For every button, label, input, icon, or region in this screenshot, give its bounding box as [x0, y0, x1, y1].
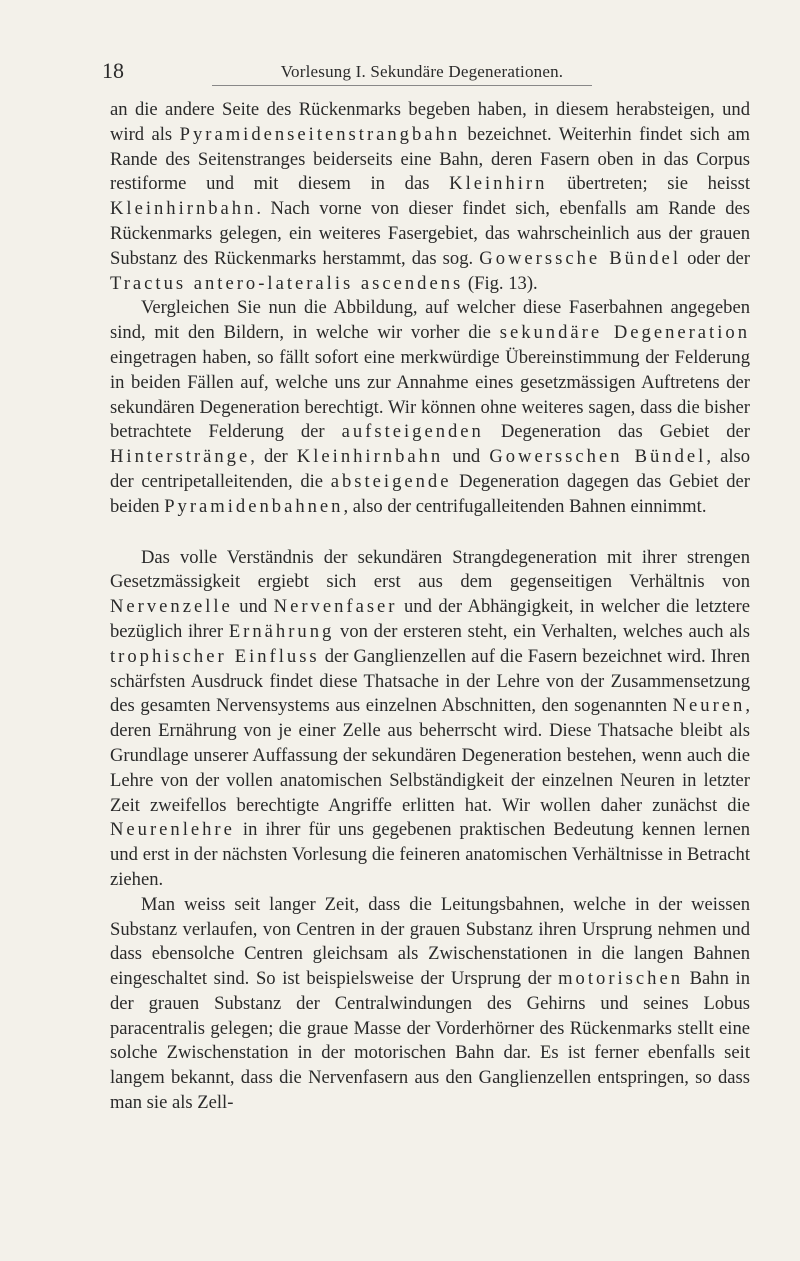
spaced-term: Neurenlehre	[110, 819, 235, 841]
spaced-term: Pyramidenbahnen	[164, 495, 344, 517]
spaced-term: Ernährung	[228, 620, 335, 642]
spaced-term: Kleinhirn	[449, 173, 548, 195]
paragraph-3: Das volle Verständnis der sekundären Strangdegeneration mit ihrer strengen Gesetzmässigkeit ergiebt sich erst aus dem gegenseitigen Verhältnis von Nervenzelle und Nervenfaser und der Abhängigkeit, in welcher die letztere bezüglich ihrer Ernährung von der ersteren steht, ein Verhalten, welches auch als trophischer Einfluss der Ganglienzellen auf die Fasern bezeichnet wird. Ihren schärfsten Ausdruck findet diese Thatsache in der Lehre von der Zusammensetzung des gesamten Nervensystems aus einzelnen Abschnitten, den sogenannten Neuren, deren Ernährung von je einer Zelle aus beherrscht wird. Diese Thatsache bleibt als Grundlage unserer Auffassung der sekundären Degeneration bestehen, wenn auch die Lehre von der vollen anatomischen Selbständigkeit der einzelnen Neuren in letzter Zeit zweifellos berechtigte Angriffe erlitten hat. Wir wollen daher zunächst die Neurenlehre in ihrer für uns gegebenen praktischen Bedeutung kennen lernen und erst in der nächsten Vorlesung die feineren anatomischen Verhältnisse in Betracht ziehen.	[110, 546, 751, 890]
spaced-term: motorischen	[558, 968, 684, 990]
paragraph-4: Man weiss seit langer Zeit, dass die Leitungsbahnen, welche in der weissen Substanz verlaufen, von Centren in der grauen Substanz ihren Ursprung nehmen und dass ebensolche Centren gleichsam als Zwischenstationen in die langen Bahnen eingeschaltet sind. So ist beispielsweise der Ursprung der motorischen Bahn in der grauen Substanz der Centralwindungen des Gehirns und seines Lobus paracentralis gelegen; die graue Masse der Vorderhörner des Rückenmarks stellt eine solche Zwischenstation in der motorischen Bahn dar. Es ist ferner ebenfalls seit langem bekannt, dass die Nervenfasern aus den Ganglienzellen entspringen, so dass man sie als Zell-	[110, 893, 750, 1114]
body-text	[110, 98, 750, 1116]
spaced-term: Gowerssche Bündel	[479, 247, 681, 269]
running-title: Vorlesung I. Sekundäre Degenerationen.	[280, 62, 564, 81]
spaced-term: Neuren	[672, 695, 746, 717]
spaced-term: Hinterstränge	[110, 446, 251, 468]
spaced-term: trophischer Einfluss	[110, 645, 320, 667]
header-rule	[212, 85, 592, 86]
spaced-term: aufsteigenden	[341, 421, 484, 443]
spaced-term: Nervenfaser	[273, 596, 398, 618]
spaced-term: Tractus antero-lateralis ascendens	[110, 272, 464, 294]
paragraph-1: an die andere Seite des Rückenmarks begeben haben, in diesem herabsteigen, und wird als Pyramidenseitenstrangbahn bezeichnet. Weiterhin findet sich am Rande des Seitenstranges beiderseits eine Bahn, deren Fasern oben in das Corpus restiforme und mit diesem in das Kleinhirn übertreten; sie heisst Kleinhirnbahn. Nach vorne von dieser findet sich, ebenfalls am Rande des Rückenmarks gelegen, ein weiteres Fasergebiet, das wahrscheinlich aus der grauen Substanz des Rückenmarks herstammt, das sog. Gowerssche Bündel oder der Tractus antero-lateralis ascendens (Fig. 13).	[110, 99, 751, 294]
spaced-term: Kleinhirnbahn	[296, 446, 444, 468]
spaced-term: Nervenzelle	[110, 596, 233, 618]
spaced-term: Gowersschen Bündel	[489, 446, 707, 468]
spaced-term: Pyramidenseitenstrangbahn	[179, 123, 461, 145]
spaced-term: Kleinhirnbahn	[110, 198, 257, 220]
spaced-term: absteigende	[330, 470, 452, 492]
page-number: 18	[102, 58, 124, 83]
spaced-term: sekundäre Degeneration	[499, 322, 750, 344]
page-header	[102, 58, 742, 86]
paragraph-2: Vergleichen Sie nun die Abbildung, auf welcher diese Faserbahnen angegeben sind, mit den Bildern, in welche wir vorher die sekundäre Degeneration eingetragen haben, so fällt sofort eine merkwürdige Übereinstimmung der Felderung in beiden Fällen auf, welche uns zur Annahme eines gesetzmässigen Auftretens der sekundären Degeneration berechtigt. Wir können ohne weiteres sagen, dass die bisher betrachtete Felderung der aufsteigenden Degeneration das Gebiet der Hinterstränge, der Kleinhirnbahn und Gowersschen Bündel, also der centripetalleitenden, die absteigende Degeneration dagegen das Gebiet der beiden Pyramidenbahnen, also der centrifugalleitenden Bahnen einnimmt.	[110, 297, 751, 517]
